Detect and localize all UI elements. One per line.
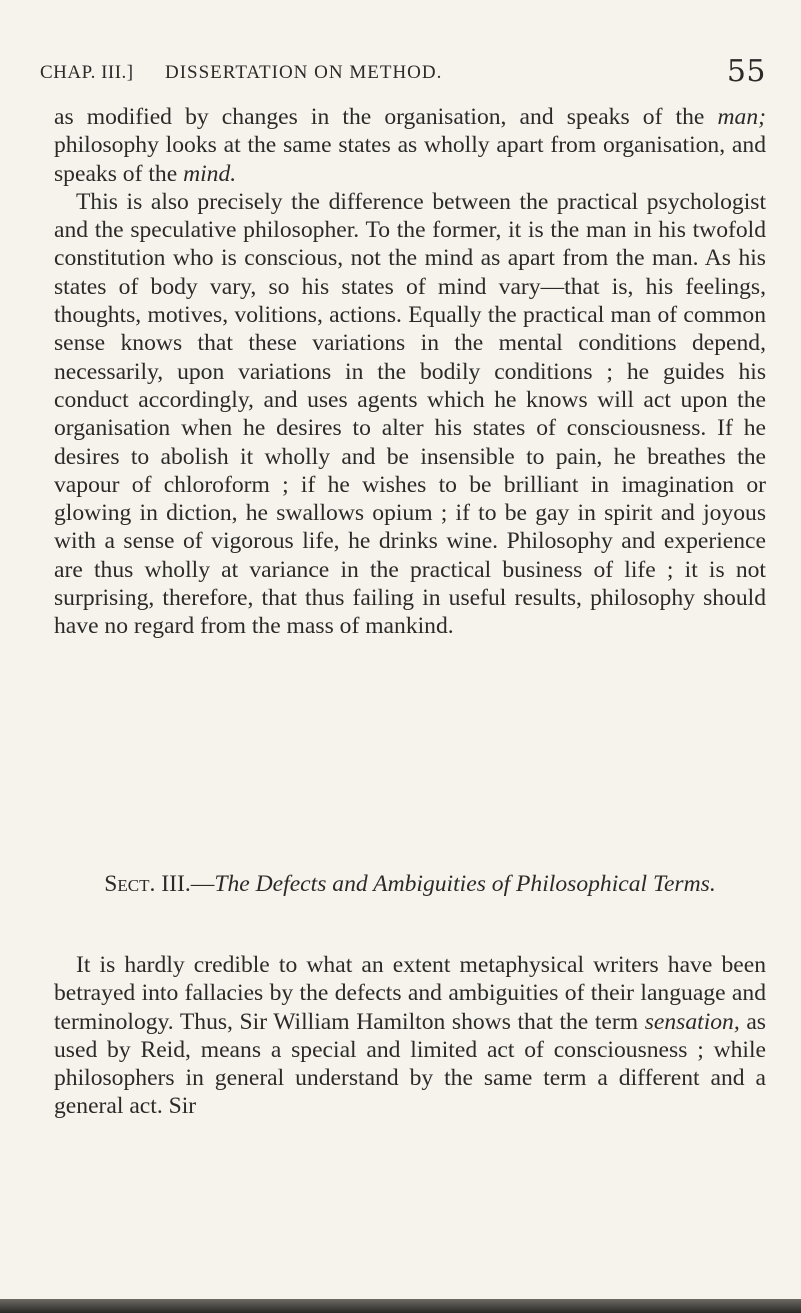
running-head [40, 54, 766, 89]
text-span: as modified by changes in the organisation, and speaks of the [54, 104, 718, 130]
section-body [54, 951, 766, 1121]
italic-span: sensation, [644, 1008, 740, 1035]
text-span: It is hardly credible to what an extent metaphysical writers have been betrayed into fallacies by the defects and ambiguities of their language and terminology. Thus, Sir William Hamilton shows that the term [54, 952, 766, 1035]
chapter-label: CHAP. III.] [40, 62, 134, 83]
text-span: philosophy looks at the same states as wholly apart from organisation, and speaks of the [54, 132, 766, 187]
page-edge-shadow [0, 1299, 801, 1313]
text-span: as used by Reid, means a special and limited act of consciousness ; while philosophers in general understand by the same term a different and a general act. Sir [54, 1008, 766, 1120]
body-text [54, 103, 766, 641]
section-title: The Defects and Ambiguities of Philosophical Terms. [214, 871, 716, 897]
text-span: This is also precisely the difference between the practical psychologist and the speculative philosopher. To the former, it is the man in his twofold constitution who is conscious, not the mind as apart from the man. As his states of body vary, so his states of mind vary—that is, his feelings, thoughts, motives, volitions, actions. Equally the practical man of common sense knows that these variations in the mental conditions depend, necessarily, upon variations in the bodily conditions ; he guides his conduct accordingly, and uses agents which he knows will act upon the organisation when he desires to alter his states of consciousness. If he desires to abolish it wholly and be insensible to pain, he breathes the vapour of chloroform ; if he wishes to be brilliant in imagination or glowing in diction, he swallows opium ; if to be gay in spirit and joyous with a sense of vigorous life, he drinks wine. Philosophy and experience are thus wholly at variance in the practical business of life ; it is not surprising, therefore, that thus failing in useful results, philosophy should have no regard from the mass of mankind. [54, 188, 766, 640]
italic-span: man; [717, 104, 766, 130]
section-heading [54, 870, 766, 898]
italic-span: mind. [183, 160, 237, 187]
section-label: Sect. III.— [104, 871, 215, 897]
paragraph-2 [54, 188, 766, 641]
page-number: 55 [726, 54, 766, 89]
paragraph-1 [54, 103, 766, 188]
running-title: DISSERTATION ON METHOD. [165, 62, 443, 83]
paragraph-3 [54, 951, 766, 1121]
